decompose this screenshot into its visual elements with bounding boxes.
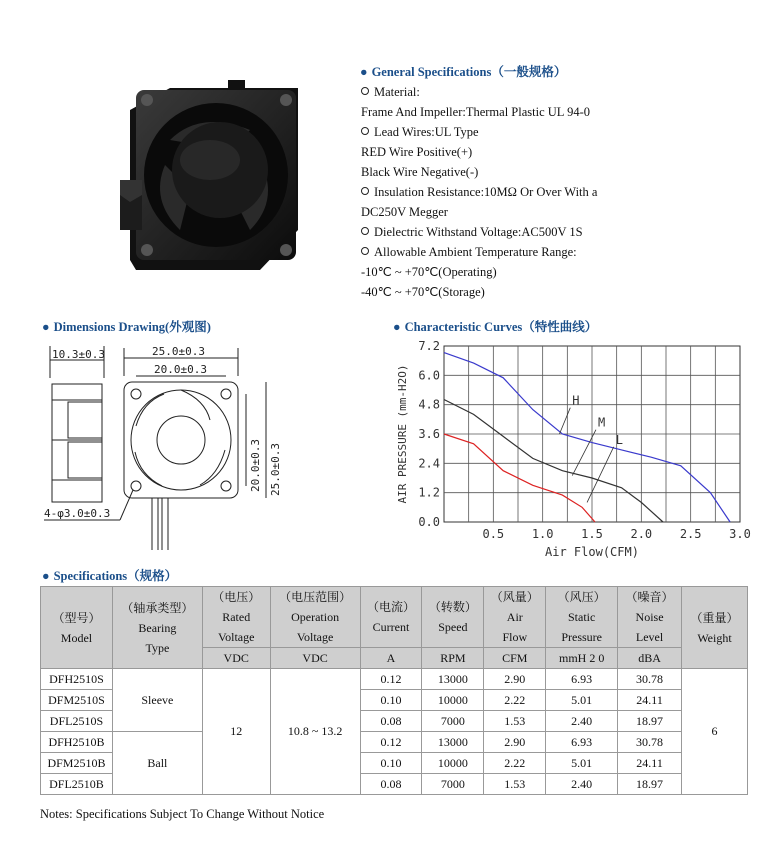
fan-photo [110,70,310,280]
circle-bullet-icon [361,127,369,135]
bullet-icon: ● [42,569,50,583]
notes-text: Notes: Specifications Subject To Change Without Notice [40,807,325,821]
unit-current: A [360,648,422,669]
cell-noise: 30.78 [618,669,682,690]
x-tick-label: 1.5 [581,527,603,541]
cell-speed: 10000 [422,753,484,774]
circle-bullet-icon [361,247,369,255]
header-voltage: （电压） Rated Voltage [202,587,270,648]
unit-airflow: CFM [484,648,546,669]
cell-airflow: 2.90 [484,669,546,690]
general-spec-line [361,242,597,262]
specs-table [40,586,748,795]
bullet-icon: ● [360,65,368,79]
cell-speed: 13000 [422,669,484,690]
dim-depth-label: 10.3±0.3 [52,348,105,361]
x-tick-label: 2.5 [679,527,702,541]
general-spec-line [361,182,597,202]
cell-current: 0.10 [360,690,422,711]
cell-model: DFL2510S [41,711,113,732]
specs-header-row [41,587,748,648]
general-spec-line [361,122,597,142]
general-spec-line [361,262,597,282]
cell-airflow: 2.22 [484,690,546,711]
dim-height-outer-label: 25.0±0.3 [269,443,282,496]
cell-noise: 24.11 [618,690,682,711]
general-spec-line [361,162,597,182]
series-label: M [597,415,606,430]
general-spec-line [361,222,597,242]
y-tick-label: 4.8 [418,397,440,412]
curves-title: ● Characteristic Curves（特性曲线） [393,320,598,334]
header-speed: （转数） Speed [422,587,484,648]
x-tick-label: 0.5 [482,527,505,541]
general-spec-line [361,202,597,222]
table-row [41,732,748,753]
y-tick-label: 7.2 [418,339,440,353]
cell-model: DFH2510B [41,732,113,753]
series-line-H [444,353,730,522]
characteristic-chart [388,336,758,566]
general-spec-title: ● General Specifications（一般规格） [360,65,567,79]
cell-speed: 7000 [422,774,484,795]
dim-width-inner-label: 20.0±0.3 [154,363,207,376]
y-tick-label: 0.0 [418,515,440,529]
general-spec-text: Black Wire Negative(-) [361,165,479,179]
cell-model: DFM2510B [41,753,113,774]
general-spec-text: Material: [374,85,420,99]
header-model: （型号） Model [41,587,113,669]
cell-pressure: 6.93 [546,669,618,690]
general-spec-text: RED Wire Positive(+) [361,145,473,159]
series-label: H [572,393,580,408]
y-tick-label: 1.2 [418,485,440,500]
unit-voltage: VDC [202,648,270,669]
table-row [41,669,748,690]
general-spec-text: Frame And Impeller:Thermal Plastic UL 94-0 [361,105,590,119]
cell-model: DFL2510B [41,774,113,795]
series-label: L [615,432,623,447]
cell-pressure: 2.40 [546,711,618,732]
cell-model: DFH2510S [41,669,113,690]
cell-airflow: 1.53 [484,711,546,732]
unit-operation: VDC [270,648,360,669]
cell-operation-voltage: 10.8 ~ 13.2 [270,669,360,795]
y-tick-label: 3.6 [418,427,440,441]
header-bearing: （轴承类型） Bearing Type [112,587,202,669]
cell-bearing-ball: Ball [112,732,202,795]
leader-line [559,408,570,434]
unit-pressure: mmH 2 0 [546,648,618,669]
general-spec-text: -10℃ ~ +70℃(Operating) [361,265,497,279]
general-spec-text: Allowable Ambient Temperature Range: [374,245,577,259]
cell-noise: 18.97 [618,711,682,732]
cell-speed: 10000 [422,690,484,711]
cell-airflow: 2.22 [484,753,546,774]
cell-model: DFM2510S [41,690,113,711]
general-spec-line [361,102,597,122]
general-spec-text: -40℃ ~ +70℃(Storage) [361,285,485,299]
header-pressure: （风压） Static Pressure [546,587,618,648]
cell-pressure: 2.40 [546,774,618,795]
specs-title: ● Specifications（规格） [42,569,178,583]
header-weight: （重量） Weight [682,587,748,669]
cell-current: 0.10 [360,753,422,774]
cell-pressure: 5.01 [546,753,618,774]
y-tick-label: 6.0 [418,368,440,383]
unit-speed: RPM [422,648,484,669]
cell-weight: 6 [682,669,748,795]
x-tick-label: 3.0 [729,527,751,541]
cell-noise: 18.97 [618,774,682,795]
general-spec-line [361,282,597,302]
cell-rated-voltage: 12 [202,669,270,795]
header-noise: （噪音） Noise Level [618,587,682,648]
cell-pressure: 6.93 [546,732,618,753]
general-spec-line [361,142,597,162]
unit-noise: dBA [618,648,682,669]
cell-speed: 13000 [422,732,484,753]
x-tick-label: 1.0 [531,527,554,541]
dim-holes-label: 4-φ3.0±0.3 [44,507,111,520]
cell-current: 0.08 [360,774,422,795]
cell-speed: 7000 [422,711,484,732]
cell-pressure: 5.01 [546,690,618,711]
cell-current: 0.08 [360,711,422,732]
x-tick-label: 2.0 [630,527,653,541]
dimensions-drawing [40,340,290,560]
header-airflow: （风量） Air Flow [484,587,546,648]
cell-airflow: 2.90 [484,732,546,753]
x-axis-label: Air Flow(CFM) [545,545,639,559]
series-line-L [444,434,595,522]
dim-height-inner-label: 20.0±0.3 [249,439,262,492]
cell-current: 0.12 [360,732,422,753]
y-axis-label: AIR PRESSURE (mm-H2O) [396,364,409,504]
general-spec-text: Dielectric Withstand Voltage:AC500V 1S [374,225,583,239]
cell-current: 0.12 [360,669,422,690]
y-tick-label: 2.4 [418,456,440,471]
cell-noise: 24.11 [618,753,682,774]
cell-bearing-sleeve: Sleeve [112,669,202,732]
bullet-icon: ● [393,320,401,334]
header-current: （电流） Current [360,587,422,648]
circle-bullet-icon [361,187,369,195]
general-spec-text: DC250V Megger [361,205,448,219]
leader-line [587,447,614,503]
general-spec-text: Insulation Resistance:10MΩ Or Over With a [374,185,598,199]
dim-width-outer-label: 25.0±0.3 [152,345,205,358]
dimensions-title: ● Dimensions Drawing(外观图) [42,320,211,334]
cell-airflow: 1.53 [484,774,546,795]
cell-noise: 30.78 [618,732,682,753]
general-spec-line [361,82,597,102]
general-spec-text: Lead Wires:UL Type [374,125,479,139]
header-operation: （电压范围） Operation Voltage [270,587,360,648]
bullet-icon: ● [42,320,50,334]
circle-bullet-icon [361,87,369,95]
general-spec-list [361,82,597,302]
circle-bullet-icon [361,227,369,235]
series-line-M [444,400,663,523]
